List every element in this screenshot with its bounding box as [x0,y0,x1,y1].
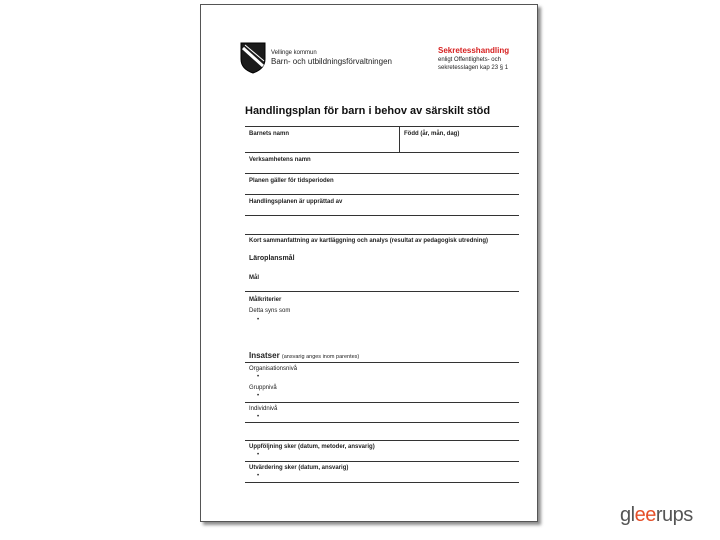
department-name: Barn- och utbildningsförvaltningen [271,57,392,66]
group-level-row [245,382,519,403]
document-page [200,4,538,522]
created-by-row [245,194,519,216]
measures-heading [249,351,359,360]
summary-heading: Kort sammanfattning av kartläggning och analys (resultat av pedagogisk utredning) [249,238,489,244]
evaluation-row [245,461,519,483]
evaluation-label: Utvärdering sker (datum, ansvarig) [249,465,349,471]
seen-as-label: Detta syns som [249,308,291,314]
criteria-label: Målkriterier [249,297,282,303]
child-name-label: Barnets namn [249,131,290,137]
gleerups-logo [620,504,693,527]
birth-date-label: Född (år, mån, dag) [404,131,460,137]
created-by-label: Handlingsplanen är upprättad av [249,199,343,205]
bullet: • [257,317,260,323]
confidentiality-title: Sekretesshandling [438,46,510,55]
bullet: • [257,452,260,458]
child-info-row [245,126,519,153]
municipality-name: Vellinge kommun [271,50,317,56]
confidentiality-line-1: enligt Offentlighets- och [438,57,501,63]
goal-label: Mål [249,275,260,281]
curriculum-goals-label: Läroplansmål [249,255,295,262]
organization-header [271,50,392,67]
school-name-label: Verksamhetens namn [249,157,311,163]
summary-section [245,234,519,292]
measures-note: (ansvarig anges inom parentes) [281,354,360,360]
bullet: • [257,374,260,380]
brand-part-3: rups [655,504,693,526]
individual-level-label: Individnivå [249,406,278,412]
period-label: Planen gäller för tidsperioden [249,178,334,184]
document-title: Handlingsplan för barn i behov av särskilt stöd [245,105,491,117]
individual-level-row [245,402,519,423]
org-level-label: Organisationsnivå [249,366,298,372]
confidentiality-line-2: sekretesslagen kap 23 § 1 [438,65,509,71]
brand-part-1: gl [620,504,635,526]
org-level-row [245,362,519,383]
municipality-crest-icon [240,42,266,74]
period-row [245,173,519,195]
group-level-label: Gruppnivå [249,385,277,391]
measures-heading-text: Insatser [249,351,280,360]
bullet: • [257,414,260,420]
confidentiality-block [438,45,509,72]
school-row [245,152,519,174]
followup-label: Uppföljning sker (datum, metoder, ansvarig) [249,444,375,450]
bullet: • [257,393,260,399]
followup-row [245,440,519,462]
column-divider [399,127,400,152]
bullet: • [257,473,260,479]
brand-part-2: ee [634,504,656,526]
